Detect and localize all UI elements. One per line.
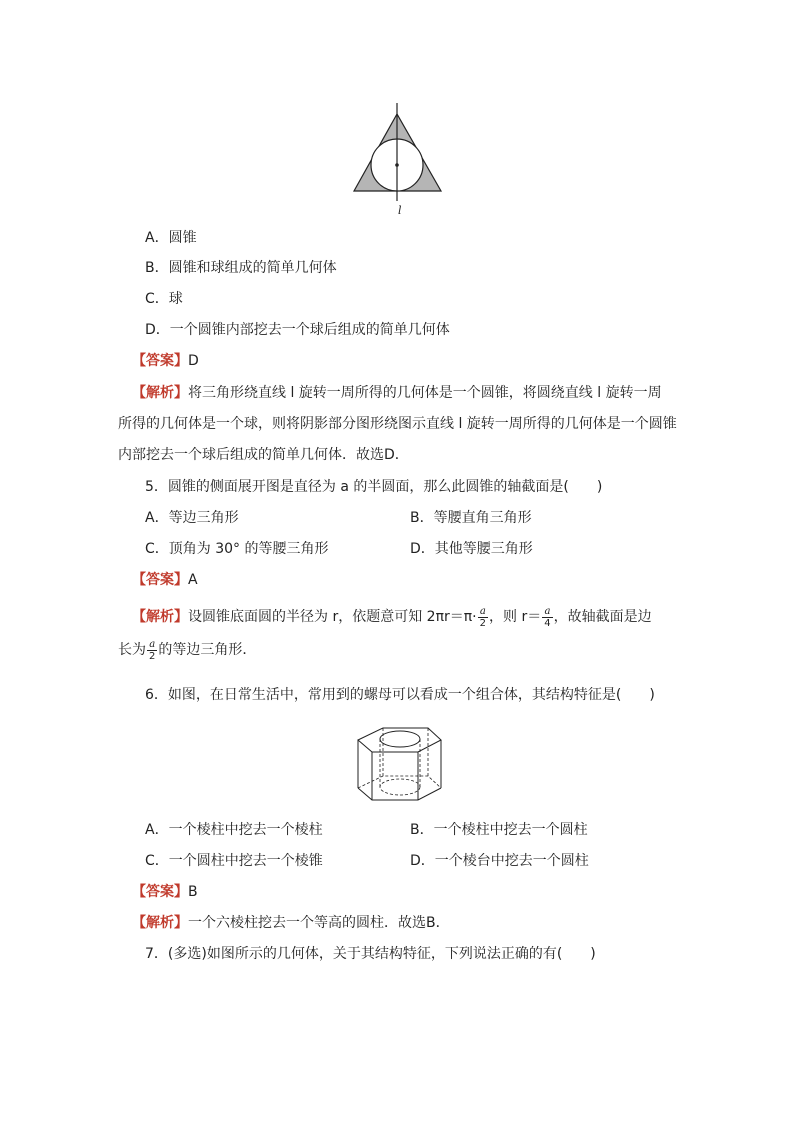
analysis-text-part-2: ，则 r＝ — [489, 609, 542, 625]
analysis-text-part-1: 设圆锥底面圆的半径为 r，依题意可知 2πr＝π· — [188, 609, 477, 625]
answer-value: B — [188, 884, 198, 900]
analysis-text-part-5: 的等边三角形． — [158, 642, 257, 658]
circle-center-dot — [395, 163, 399, 167]
fraction-a-over-2 — [478, 606, 488, 629]
hex-nut-figure — [350, 720, 450, 806]
answer-tag: 【答案】 — [132, 353, 188, 369]
axis-label: l — [398, 204, 402, 217]
q6-option-d: D．一个棱台中挖去一个圆柱 — [410, 853, 589, 869]
nut-top-face — [358, 728, 441, 752]
q6-option-c: C．一个圆柱中挖去一个棱锥 — [145, 853, 323, 869]
q5-option-d: D．其他等腰三角形 — [410, 541, 533, 557]
analysis-tag: 【解析】 — [132, 385, 188, 401]
q4-analysis-line-3: 内部挖去一个球后组成的简单几何体．故选D． — [118, 447, 409, 463]
fraction-a-over-4 — [542, 606, 552, 629]
fraction-a-over-2 — [147, 639, 157, 662]
q5-analysis-line-2 — [118, 633, 256, 667]
q4-option-c: C．球 — [145, 291, 183, 307]
analysis-text-part-3: ，故轴截面是边 — [553, 609, 652, 625]
q6-answer — [132, 882, 198, 902]
q4-analysis-line-2: 所得的几何体是一个球，则将阴影部分图形绕图示直线 l 旋转一周所得的几何体是一个圆锥 — [118, 416, 677, 432]
fraction-denominator: 2 — [149, 650, 156, 662]
analysis-tag: 【解析】 — [132, 915, 188, 931]
analysis-text: 将三角形绕直线 l 旋转一周所得的几何体是一个圆锥，将圆绕直线 l 旋转一周 — [188, 385, 662, 401]
q4-option-a: A．圆锥 — [145, 230, 197, 246]
q4-option-d: D．一个圆锥内部挖去一个球后组成的简单几何体 — [145, 322, 450, 338]
q4-answer — [132, 351, 199, 371]
nut-hidden-bottom-back — [358, 776, 441, 788]
analysis-text-part-4: 长为 — [118, 642, 146, 658]
q6-option-a: A．一个棱柱中挖去一个棱柱 — [145, 822, 323, 838]
q6-analysis — [132, 913, 450, 933]
triangle-circle-figure — [345, 100, 450, 218]
fraction-denominator: 2 — [479, 617, 487, 629]
q6-stem: 6．如图，在日常生活中，常用到的螺母可以看成一个组合体，其结构特征是( ) — [145, 687, 655, 703]
answer-value: A — [188, 572, 198, 588]
q5-answer — [132, 570, 198, 590]
q6-option-b: B．一个棱柱中挖去一个圆柱 — [410, 822, 588, 838]
q4-option-b: B．圆锥和球组成的简单几何体 — [145, 260, 337, 276]
q4-analysis-line-1 — [132, 383, 662, 403]
analysis-tag: 【解析】 — [132, 609, 188, 625]
fraction-numerator: a — [542, 606, 552, 618]
answer-value: D — [188, 353, 199, 369]
fraction-denominator: 4 — [544, 617, 551, 629]
q5-option-c: C．顶角为 30° 的等腰三角形 — [145, 541, 329, 557]
answer-tag: 【答案】 — [132, 884, 188, 900]
answer-tag: 【答案】 — [132, 572, 188, 588]
analysis-text: 一个六棱柱挖去一个等高的圆柱．故选B． — [188, 915, 450, 931]
fraction-numerator: a — [478, 606, 488, 618]
q5-option-b: B．等腰直角三角形 — [410, 510, 532, 526]
q5-analysis-line-1 — [132, 600, 652, 634]
nut-bottom-edges — [358, 788, 441, 800]
q5-stem: 5．圆锥的侧面展开图是直径为 a 的半圆面，那么此圆锥的轴截面是( ) — [145, 479, 603, 495]
hole-top-ellipse — [380, 731, 420, 747]
fraction-numerator: a — [147, 639, 157, 651]
q7-stem: 7．(多选)如图所示的几何体，关于其结构特征，下列说法正确的有( ) — [145, 946, 596, 962]
hole-bottom-ellipse — [380, 779, 420, 795]
q5-option-a: A．等边三角形 — [145, 510, 239, 526]
